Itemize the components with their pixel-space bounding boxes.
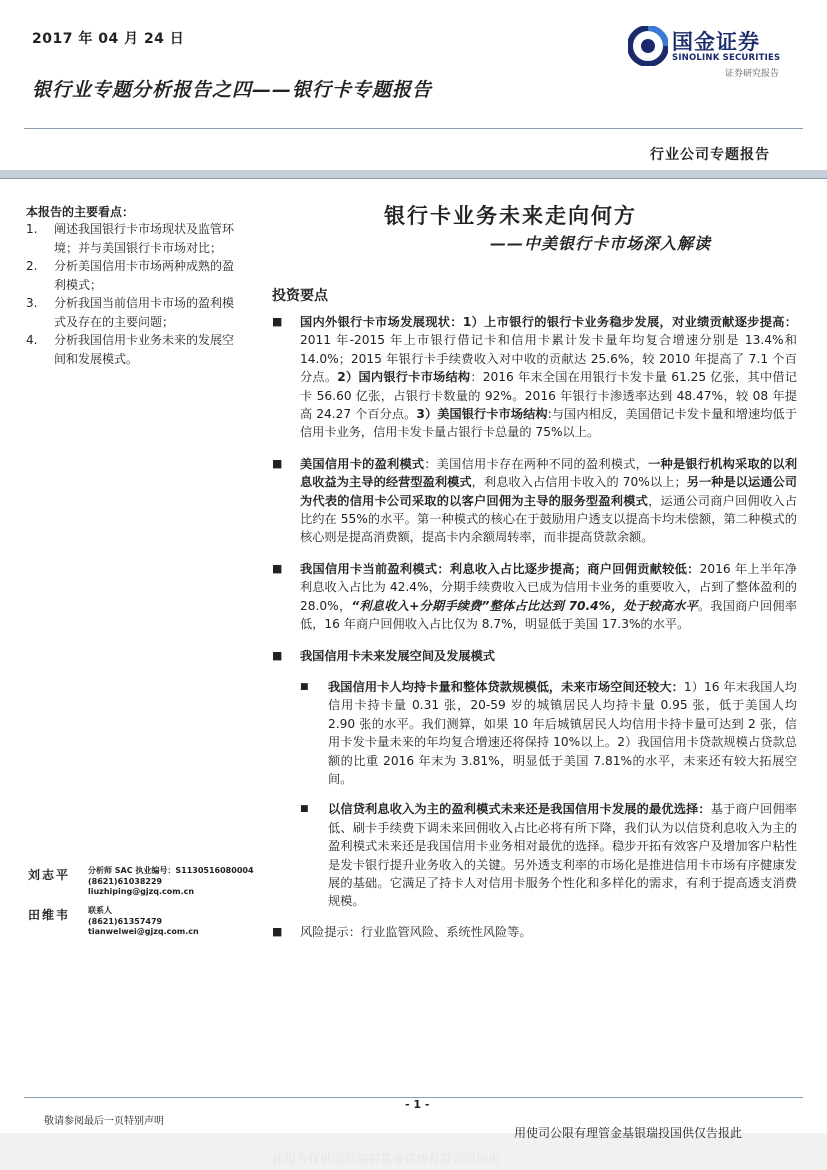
sub-bullet-body	[328, 678, 797, 788]
bullet-text-run: ：美国信用卡存在两种不同的盈利模式，	[424, 456, 649, 471]
square-bullet-icon: ■	[272, 924, 283, 938]
sidebar-item-text: 分析我国当前信用卡市场的盈利模式及存在的主要问题；	[54, 296, 235, 329]
bullet-text-run: 美国信用卡的盈利模式	[300, 456, 425, 471]
report-subtitle: ——中美银行卡市场深入解读	[490, 234, 712, 253]
sidebar-item-text: 阐述我国银行卡市场现状及监管环境；并与美国银行卡市场对比；	[54, 222, 235, 255]
investment-points	[272, 313, 797, 954]
bullet-point	[272, 923, 797, 941]
sub-bullet-body	[328, 800, 797, 910]
research-tag: 证券研究报告	[725, 69, 780, 79]
bullet-point	[272, 455, 797, 547]
sidebar-highlights	[26, 220, 238, 368]
report-type: 行业公司专题报告	[650, 147, 770, 163]
contact-phone: (8621)61357479	[88, 916, 163, 926]
sidebar-heading: 本报告的主要看点：	[26, 205, 135, 219]
sidebar-item	[26, 294, 238, 331]
contact-role: 联系人	[88, 906, 112, 915]
bullet-text-run: 3）美国银行卡市场结构	[416, 407, 548, 422]
bullet-text-run: 一种是银行机构采取的以利息收益为主导的经营型盈利模式	[300, 456, 798, 490]
sub-bullet-point	[300, 800, 797, 910]
analyst-phone: (8621)61038229	[88, 876, 163, 886]
bullet-body	[300, 647, 797, 665]
bullet-text-run: 我国信用卡人均持卡量和整体贷款规模低，未来市场空间还较大：	[328, 679, 684, 694]
analyst-name: 刘志平	[28, 868, 71, 882]
logo-text-cn: 国金证券	[672, 30, 760, 54]
bullet-text-run: 。我国商户回佣率低，16 年商户回佣收入占比仅为 8.7%，明显低于美国 17.3%的水平。	[300, 598, 798, 632]
square-bullet-icon: ■	[272, 456, 283, 470]
analyst-sac: 分析师 SAC 执业编号：S1130516080004	[88, 866, 254, 875]
bullet-text-run: ：2016 年末全国在用银行卡发卡量 61.25 亿张，其中借记卡 56.60 亿张，占银行卡数量的 92%。2016 年银行卡渗透率达到 48.47%，较 08 年提高 24.27 个百分点。	[300, 370, 797, 422]
bullet-text-run: 国内外银行卡市场发展现状：1）上市银行的银行卡业务稳步发展，对业绩贡献逐步提高：	[300, 315, 797, 329]
bullet-body	[300, 923, 797, 941]
bullet-text-run: 2016 年上半年净利息收入占比为 42.4%，分期手续费收入已成为信用卡业务的重要收入，占到了整体盈利的 28.0%，	[300, 561, 798, 613]
disclaimer-note: 敬请参阅最后一页特别声明	[44, 1116, 164, 1127]
header-divider	[24, 128, 803, 129]
analyst-contact	[88, 866, 254, 898]
bullet-text-run: 基于商户回佣率低、刷卡手续费下调未来回佣收入占比必将有所下降，我们认为以信贷利息收入为主的盈利模式未来还是我国信用卡业务相对最优的选择。稳步开拓有效客户及增加客户粘性是发卡银行提升业务收入的关键。另外透支利率的市场化是推进信用卡市场有序健康发展的基础。它满足了持卡人对信用卡服务个性化和多样化的需求，有利于提高透支消费规模。	[328, 802, 797, 909]
page-number: - 1 -	[405, 1098, 430, 1111]
bullet-text-run: 2011 年-2015 年上市银行借记卡和信用卡累计发卡量年均复合增速分别是 13.4%和 14.0%；2015 年银行卡手续费收入对中收的贡献达 25.6%，较 2010 年提高了 7.1 个百分点。	[300, 333, 797, 385]
bullet-body	[300, 560, 797, 634]
bullet-text-run: 风险提示：行业监管风险、系统性风险等。	[300, 924, 532, 939]
sub-bullet-point	[300, 678, 797, 788]
sidebar-item-text: 分析我国信用卡业务未来的发展空间和发展模式。	[54, 333, 235, 366]
sidebar-item-number: 3.	[26, 296, 38, 310]
sidebar-item	[26, 331, 238, 368]
sidebar-item-number: 4.	[26, 333, 38, 347]
bullet-point	[272, 647, 797, 665]
header-band	[0, 170, 827, 178]
bullet-text-run: ，利息收入占信用卡收入的 70%以上；	[471, 475, 687, 490]
header-band-line	[0, 178, 827, 179]
bullet-text-run: 我国信用卡未来发展空间及发展模式	[300, 648, 495, 663]
contact-name: 田维韦	[28, 908, 71, 922]
bullet-text-run: 以信贷利息收入为主的盈利模式未来还是我国信用卡发展的最优选择：	[328, 802, 711, 817]
bullet-point	[272, 313, 797, 442]
contact-info	[88, 906, 199, 938]
bullet-text-run: “利息收入+分期手续费”整体占比达到 70.4%，处于较高水平	[351, 598, 698, 613]
bullet-point	[272, 560, 797, 634]
bullet-text-run: :与国内相反，美国借记卡发卡量和增速均低于信用卡业务，信用卡发卡量占银行卡总量的 75%以上。	[300, 407, 798, 440]
watermark: 此报告仅供国投瑞银基金管理有限公司使用	[272, 1152, 501, 1166]
contact-email[interactable]: tianweiwei@gjzq.com.cn	[88, 927, 199, 936]
sidebar-item-text: 分析美国信用卡市场两种成熟的盈利模式；	[54, 259, 235, 292]
square-bullet-icon: ■	[272, 315, 283, 328]
bullet-text-run: 1）16 年末我国人均信用卡持卡量 0.31 张，20-59 岁的城镇居民人均持卡量 0.95 张，低于美国人均 2.90 张的水平。我们测算，如果 10 年后城镇居民人均信用卡持卡量可达到 2 张，信用卡发卡量未来的年均复合增速还将保持 10%以上。2）我国信用卡贷款规模占贷款总额的比重 2016 年末为 3.81%，明显低于美国 7.81%的水平，未来还有较大拓展空间。	[328, 679, 797, 786]
analyst-email[interactable]: liuzhiping@gjzq.com.cn	[88, 887, 195, 896]
bullet-body	[300, 455, 797, 547]
square-bullet-icon: ■	[272, 561, 283, 575]
sidebar-item-number: 1.	[26, 222, 38, 236]
sidebar-item	[26, 220, 238, 257]
bullet-text-run: 另一种是以运通公司为代表的信用卡公司采取的以客户回佣为主导的服务型盈利模式	[300, 475, 797, 508]
sidebar-item-number: 2.	[26, 259, 38, 273]
sinolink-logo-icon	[628, 26, 668, 66]
square-bullet-icon: ■	[272, 648, 283, 662]
report-title: 银行卡业务未来走向何方	[384, 204, 637, 228]
logo-text-en: SINOLINK SECURITIES	[672, 53, 781, 63]
report-date: 2017 年 04 月 24 日	[32, 31, 185, 47]
usage-mark: 用使司公限有理管金基银瑞投国供仅告报此	[514, 1126, 743, 1140]
small-square-bullet-icon: ■	[300, 804, 309, 815]
small-square-bullet-icon: ■	[300, 681, 309, 692]
bullet-text-run: 我国信用卡当前盈利模式：利息收入占比逐步提高；商户回佣贡献较低：	[300, 561, 700, 576]
bullet-text-run: ，运通公司商户回佣收入占比约在 55%的水平。第一种模式的核心在于鼓励用户透支以提高卡均未偿额，第二种模式的核心则是提高消费额，提高卡内余额周转率，而非提高贷款余额。	[300, 493, 798, 545]
bullet-text-run: 2）国内银行卡市场结构	[337, 370, 471, 385]
section-heading: 投资要点	[272, 288, 328, 304]
series-title: 银行业专题分析报告之四——银行卡专题报告	[32, 79, 433, 101]
sidebar-item	[26, 257, 238, 294]
bullet-body	[300, 313, 797, 442]
